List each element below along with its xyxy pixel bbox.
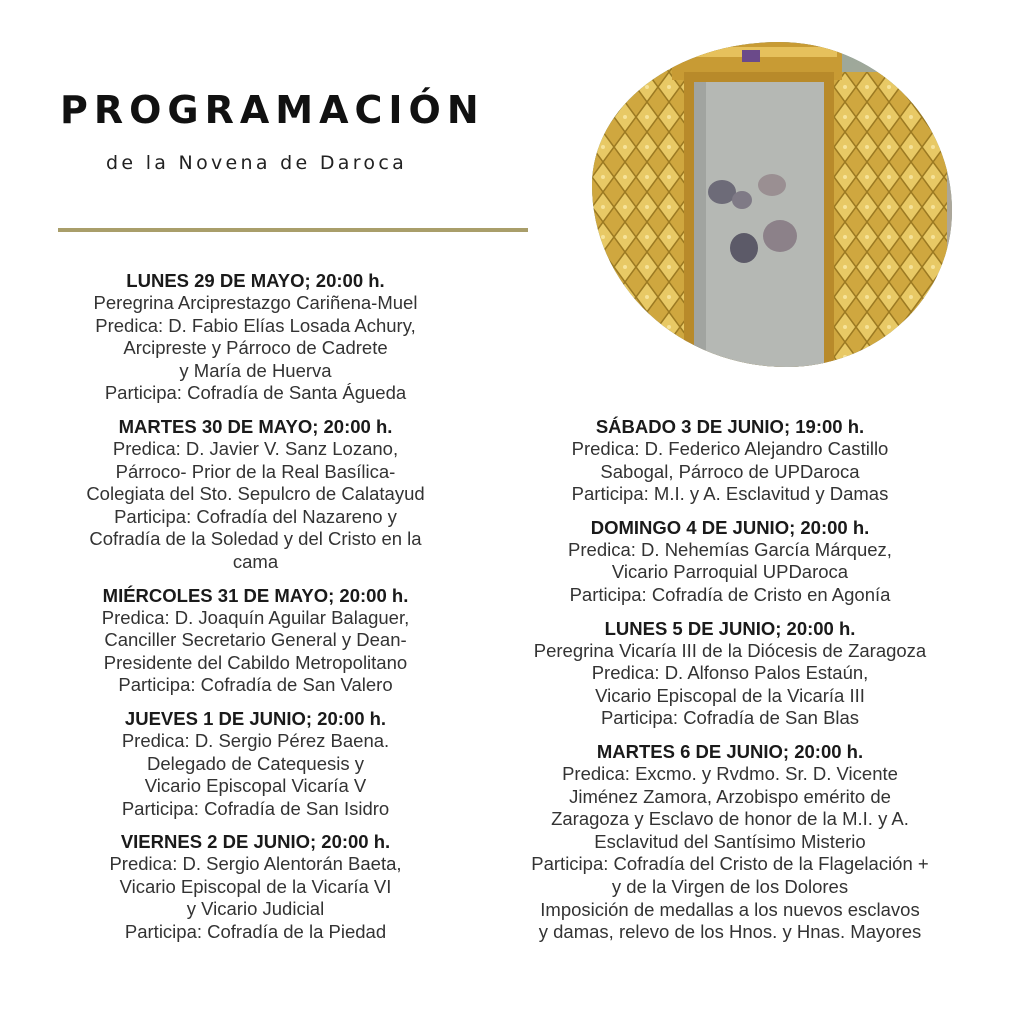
relic-illustration	[592, 42, 952, 367]
entry-line: Sabogal, Párroco de UPDaroca	[600, 460, 860, 482]
entry-line: Participa: Cofradía del Nazareno y	[114, 505, 397, 527]
schedule-entry	[500, 517, 960, 607]
entry-line: Predica: D. Sergio Alentorán Baeta,	[109, 853, 402, 875]
entry-line: Predica: D. Sergio Pérez Baena.	[121, 729, 390, 751]
entry-line: Jiménez Zamora, Arzobispo emérito de	[569, 785, 891, 807]
entry-line: Peregrina Vicaría III de la Diócesis de Zaragoza	[533, 639, 927, 661]
entry-line: Participa: Cofradía de San Isidro	[121, 797, 390, 819]
entry-line: Participa: Cofradía de Santa Águeda	[104, 382, 407, 404]
entry-line: Predica: D. Fabio Elías Losada Achury,	[95, 314, 416, 336]
entry-line: Predica: D. Alfonso Palos Estaún,	[591, 662, 869, 684]
entry-line: Predica: D. Joaquín Aguilar Balaguer,	[101, 606, 410, 628]
title-divider	[58, 228, 528, 232]
entry-line: Participa: Cofradía de Cristo en Agonía	[569, 583, 891, 605]
schedule-left-column	[48, 270, 463, 955]
entry-line: Vicario Episcopal Vicaría V	[144, 775, 367, 797]
page-subtitle: de la Novena de Daroca	[106, 152, 408, 174]
schedule-entry	[48, 831, 463, 943]
entry-heading: VIERNES 2 DE JUNIO; 20:00 h.	[120, 831, 391, 853]
entry-heading: MARTES 30 DE MAYO; 20:00 h.	[118, 415, 393, 437]
entry-heading: SÁBADO 3 DE JUNIO; 19:00 h.	[595, 416, 865, 437]
entry-line: Párroco- Prior de la Real Basílica-	[115, 460, 396, 482]
schedule-entry	[500, 618, 960, 730]
schedule-entry	[500, 416, 960, 506]
schedule-entry	[48, 585, 463, 697]
entry-line: cama	[232, 550, 279, 572]
entry-line: Colegiata del Sto. Sepulcro de Calatayud	[86, 483, 425, 505]
entry-line: Cofradía de la Soledad y del Cristo en la	[89, 528, 422, 550]
relic-photo	[592, 42, 952, 367]
entry-heading: LUNES 29 DE MAYO; 20:00 h.	[126, 270, 385, 291]
entry-line: Participa: M.I. y A. Esclavitud y Damas	[571, 483, 889, 505]
entry-line: Participa: Cofradía del Cristo de la Flagelación +	[531, 853, 929, 875]
entry-line: Peregrina Arciprestazgo Cariñena-Muel	[93, 292, 418, 313]
page-title: PROGRAMACIÓN	[60, 88, 485, 132]
entry-line: Participa: Cofradía de San Valero	[118, 674, 393, 696]
entry-line: Zaragoza y Esclavo de honor de la M.I. y A.	[551, 808, 909, 830]
entry-line: y de la Virgen de los Dolores	[611, 875, 849, 897]
entry-line: y Vicario Judicial	[186, 898, 325, 920]
entry-line: Participa: Cofradía de la Piedad	[124, 921, 387, 943]
entry-line: Predica: Excmo. y Rvdmo. Sr. D. Vicente	[562, 762, 898, 784]
entry-heading: MARTES 6 DE JUNIO; 20:00 h.	[596, 740, 864, 762]
entry-line: Vicario Episcopal de la Vicaría III	[595, 684, 865, 706]
entry-line: Delegado de Catequesis y	[146, 752, 364, 774]
entry-line: Arcipreste y Párroco de Cadrete	[123, 337, 388, 359]
entry-line: Presidente del Cabildo Metropolitano	[103, 651, 408, 673]
entry-heading: MIÉRCOLES 31 DE MAYO; 20:00 h.	[102, 584, 409, 606]
schedule-entry	[48, 416, 463, 574]
entry-heading: JUEVES 1 DE JUNIO; 20:00 h.	[124, 707, 387, 729]
entry-line: Imposición de medallas a los nuevos esclavos	[540, 898, 920, 920]
entry-line: Predica: D. Federico Alejandro Castillo	[571, 438, 889, 459]
entry-heading: DOMINGO 4 DE JUNIO; 20:00 h.	[590, 516, 870, 538]
entry-line: Canciller Secretario General y Dean-	[104, 629, 407, 651]
entry-line: Vicario Episcopal de la Vicaría VI	[119, 875, 392, 897]
entry-line: Vicario Parroquial UPDaroca	[611, 561, 849, 583]
schedule-entry	[48, 270, 463, 405]
schedule-entry	[48, 708, 463, 820]
entry-line: Predica: D. Nehemías García Márquez,	[568, 538, 892, 560]
schedule-entry	[500, 741, 960, 944]
schedule-right-column	[500, 416, 960, 955]
entry-line: Esclavitud del Santísimo Misterio	[594, 830, 866, 852]
entry-line: Participa: Cofradía de San Blas	[600, 707, 860, 729]
entry-line: y damas, relevo de los Hnos. y Hnas. Mayores	[538, 921, 922, 943]
entry-line: y María de Huerva	[179, 359, 332, 381]
entry-heading: LUNES 5 DE JUNIO; 20:00 h.	[604, 617, 856, 639]
entry-line: Predica: D. Javier V. Sanz Lozano,	[112, 437, 399, 459]
